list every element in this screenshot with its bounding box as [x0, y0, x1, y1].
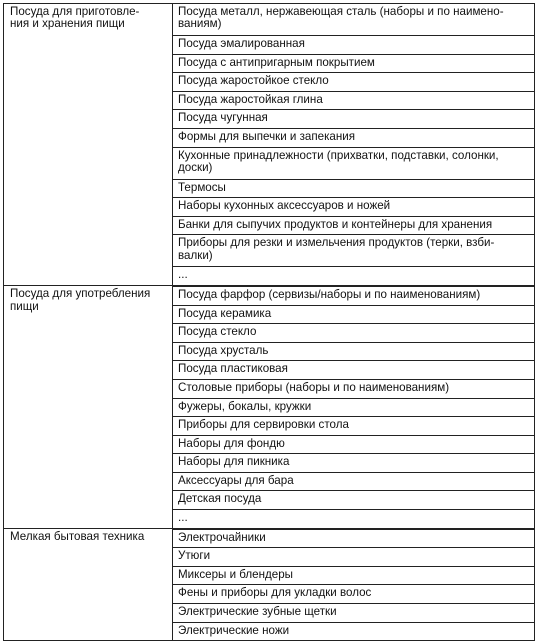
item-label-line: Детская посуда	[178, 492, 262, 506]
group-label-line: Мелкая бытовая техника	[10, 530, 145, 544]
item-cell	[173, 198, 535, 217]
item-label-line: Наборы для фондю	[178, 436, 285, 450]
item-cell	[173, 324, 535, 343]
item-cell	[173, 398, 535, 417]
item-label-line: Электрочайники	[178, 530, 266, 544]
item-cell	[173, 472, 535, 491]
item-label-line: ...	[178, 511, 188, 525]
item-cell	[173, 585, 535, 604]
item-cell	[173, 305, 535, 324]
item-label-line: Электрические зубные щетки	[178, 605, 337, 619]
item-label-line: Посуда металл, нержавеющая сталь (наборы и по наимено-	[178, 5, 504, 18]
table-row	[4, 4, 535, 36]
item-cell	[173, 361, 535, 380]
item-label-line: Приборы для сервировки стола	[178, 418, 349, 432]
group-label-cell	[4, 286, 173, 529]
item-label-line: Посуда с антипригарным покрытием	[178, 55, 375, 69]
item-cell	[173, 548, 535, 567]
item-label-line: Посуда стекло	[178, 325, 257, 339]
item-label-line: Посуда жаростойкая глина	[178, 92, 323, 106]
item-label-line: Электрические ножи	[178, 623, 290, 637]
item-label-line: Посуда чугунная	[178, 111, 268, 125]
group-label-line: ния и хранения пищи	[10, 17, 125, 31]
item-cell	[173, 147, 535, 179]
item-label-line: Посуда хрусталь	[178, 343, 269, 357]
item-cell	[173, 235, 535, 267]
item-label-line: ваниям)	[178, 17, 222, 31]
item-label-line: Утюги	[178, 549, 211, 563]
item-cell	[173, 491, 535, 510]
item-cell	[173, 622, 535, 641]
item-cell	[173, 54, 535, 73]
item-label-line: валки)	[178, 248, 213, 262]
item-label-line: Банки для сыпучих продуктов и контейнеры для хранения	[178, 217, 493, 231]
item-label-line: Термосы	[178, 180, 226, 194]
item-label-line: ...	[178, 268, 188, 282]
category-table-body	[4, 4, 535, 641]
table-row	[4, 286, 535, 305]
item-cell	[173, 110, 535, 129]
item-label-line: Наборы для пикника	[178, 455, 290, 469]
group-label-line: Посуда для употребления	[10, 287, 151, 301]
item-label-line: доски)	[178, 160, 213, 174]
item-label-line: Фужеры, бокалы, кружки	[178, 399, 312, 413]
item-label-line: Посуда фарфор (сервизы/наборы и по наименованиям)	[178, 287, 481, 301]
item-cell	[173, 179, 535, 198]
item-label-line: Миксеры и блендеры	[178, 567, 294, 581]
item-cell	[173, 91, 535, 110]
item-label-line: Посуда жаростойкое стекло	[178, 74, 329, 88]
item-cell	[173, 529, 535, 548]
item-label-line: Столовые приборы (наборы и по наименованиям)	[178, 380, 450, 394]
item-label-line: Посуда эмалированная	[178, 37, 305, 50]
item-label-line: Посуда керамика	[178, 306, 272, 320]
item-label-line: Наборы кухонных аксессуаров и ножей	[178, 199, 391, 213]
item-cell	[173, 128, 535, 147]
group-label-cell	[4, 529, 173, 641]
item-cell	[173, 216, 535, 235]
group-label-line: Посуда для приготовле-	[10, 5, 140, 18]
item-cell	[173, 267, 535, 286]
table-row	[4, 529, 535, 548]
item-cell	[173, 73, 535, 92]
item-cell	[173, 342, 535, 361]
item-cell	[173, 435, 535, 454]
item-label-line: Аксессуары для бара	[178, 473, 294, 487]
item-label-line: Посуда пластиковая	[178, 362, 288, 376]
category-table	[3, 3, 535, 641]
item-label-line: Кухонные принадлежности (прихватки, подставки, солонки,	[178, 148, 499, 162]
item-cell	[173, 417, 535, 436]
group-label-line: пищи	[10, 299, 39, 313]
item-label-line: Фены и приборы для укладки волос	[178, 586, 372, 600]
group-label-cell	[4, 4, 173, 286]
item-cell	[173, 566, 535, 585]
item-cell	[173, 286, 535, 305]
item-cell	[173, 379, 535, 398]
item-cell	[173, 510, 535, 529]
item-cell	[173, 4, 535, 36]
item-cell	[173, 454, 535, 473]
item-label-line: Формы для выпечки и запекания	[178, 129, 356, 143]
item-cell	[173, 36, 535, 55]
item-label-line: Приборы для резки и измельчения продуктов (терки, взби-	[178, 236, 495, 250]
item-cell	[173, 604, 535, 623]
